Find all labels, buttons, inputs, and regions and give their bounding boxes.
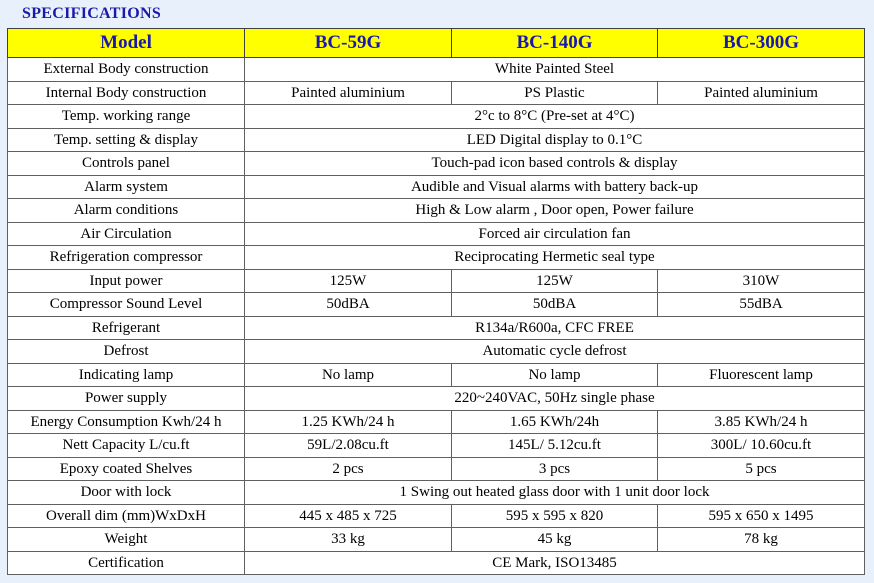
- row-label: Alarm conditions: [8, 199, 245, 223]
- row-value-bc-300g: 300L/ 10.60cu.ft: [658, 434, 865, 458]
- row-value-bc-140g: 125W: [452, 269, 658, 293]
- table-row: [8, 81, 865, 105]
- row-value-bc-300g: 595 x 650 x 1495: [658, 504, 865, 528]
- specifications-table: [7, 28, 865, 575]
- row-label: Internal Body construction: [8, 81, 245, 105]
- row-value-bc-300g: Painted aluminium: [658, 81, 865, 105]
- row-value-all-models: CE Mark, ISO13485: [245, 551, 865, 575]
- table-row: [8, 175, 865, 199]
- row-label: Temp. working range: [8, 105, 245, 129]
- row-value-bc-300g: 310W: [658, 269, 865, 293]
- row-value-bc-300g: 78 kg: [658, 528, 865, 552]
- row-value-all-models: R134a/R600a, CFC FREE: [245, 316, 865, 340]
- row-label: Indicating lamp: [8, 363, 245, 387]
- row-value-all-models: Touch-pad icon based controls & display: [245, 152, 865, 176]
- row-value-bc-140g: 50dBA: [452, 293, 658, 317]
- row-value-bc-300g: 55dBA: [658, 293, 865, 317]
- table-row: [8, 58, 865, 82]
- row-value-bc-59g: 125W: [245, 269, 452, 293]
- row-value-all-models: 2°c to 8°C (Pre-set at 4°C): [245, 105, 865, 129]
- row-value-bc-140g: No lamp: [452, 363, 658, 387]
- row-value-bc-59g: 59L/2.08cu.ft: [245, 434, 452, 458]
- row-value-bc-140g: 45 kg: [452, 528, 658, 552]
- row-label: Energy Consumption Kwh/24 h: [8, 410, 245, 434]
- table-header-row: [8, 29, 865, 58]
- row-value-bc-59g: No lamp: [245, 363, 452, 387]
- table-row: [8, 387, 865, 411]
- row-label: Refrigeration compressor: [8, 246, 245, 270]
- table-row: [8, 434, 865, 458]
- row-value-all-models: Reciprocating Hermetic seal type: [245, 246, 865, 270]
- page-title: SPECIFICATIONS: [22, 5, 162, 22]
- row-value-bc-300g: 5 pcs: [658, 457, 865, 481]
- table-row: [8, 222, 865, 246]
- table-row: [8, 504, 865, 528]
- table-row: [8, 293, 865, 317]
- table-row: [8, 199, 865, 223]
- row-value-bc-300g: 3.85 KWh/24 h: [658, 410, 865, 434]
- row-value-bc-59g: 1.25 KWh/24 h: [245, 410, 452, 434]
- row-label: Air Circulation: [8, 222, 245, 246]
- row-value-bc-59g: 2 pcs: [245, 457, 452, 481]
- row-label: Input power: [8, 269, 245, 293]
- row-label: Epoxy coated Shelves: [8, 457, 245, 481]
- header-model-label: Model: [8, 29, 245, 58]
- row-label: Controls panel: [8, 152, 245, 176]
- row-label: Refrigerant: [8, 316, 245, 340]
- row-value-all-models: Automatic cycle defrost: [245, 340, 865, 364]
- table-body: [8, 58, 865, 575]
- table-row: [8, 316, 865, 340]
- row-value-all-models: Forced air circulation fan: [245, 222, 865, 246]
- table-row: [8, 152, 865, 176]
- row-value-bc-59g: 445 x 485 x 725: [245, 504, 452, 528]
- row-label: Alarm system: [8, 175, 245, 199]
- table-row: [8, 105, 865, 129]
- row-label: Compressor Sound Level: [8, 293, 245, 317]
- row-value-bc-140g: 3 pcs: [452, 457, 658, 481]
- row-value-all-models: Audible and Visual alarms with battery back-up: [245, 175, 865, 199]
- table-row: [8, 551, 865, 575]
- row-value-all-models: LED Digital display to 0.1°C: [245, 128, 865, 152]
- row-label: Nett Capacity L/cu.ft: [8, 434, 245, 458]
- row-label: External Body construction: [8, 58, 245, 82]
- row-value-bc-300g: Fluorescent lamp: [658, 363, 865, 387]
- table-row: [8, 128, 865, 152]
- row-value-all-models: High & Low alarm , Door open, Power failure: [245, 199, 865, 223]
- header-model-bc-59g: BC-59G: [245, 29, 452, 58]
- row-label: Power supply: [8, 387, 245, 411]
- row-value-bc-59g: Painted aluminium: [245, 81, 452, 105]
- row-value-bc-140g: PS Plastic: [452, 81, 658, 105]
- table-row: [8, 410, 865, 434]
- table-row: [8, 457, 865, 481]
- header-model-bc-140g: BC-140G: [452, 29, 658, 58]
- row-value-all-models: 1 Swing out heated glass door with 1 unit door lock: [245, 481, 865, 505]
- row-value-bc-140g: 145L/ 5.12cu.ft: [452, 434, 658, 458]
- table-row: [8, 481, 865, 505]
- table-row: [8, 363, 865, 387]
- row-label: Weight: [8, 528, 245, 552]
- row-label: Door with lock: [8, 481, 245, 505]
- row-value-bc-59g: 50dBA: [245, 293, 452, 317]
- row-label: Defrost: [8, 340, 245, 364]
- row-value-all-models: 220~240VAC, 50Hz single phase: [245, 387, 865, 411]
- table-row: [8, 269, 865, 293]
- table-row: [8, 340, 865, 364]
- row-value-bc-140g: 1.65 KWh/24h: [452, 410, 658, 434]
- row-label: Certification: [8, 551, 245, 575]
- row-value-bc-59g: 33 kg: [245, 528, 452, 552]
- row-value-bc-140g: 595 x 595 x 820: [452, 504, 658, 528]
- row-label: Overall dim (mm)WxDxH: [8, 504, 245, 528]
- table-row: [8, 246, 865, 270]
- row-label: Temp. setting & display: [8, 128, 245, 152]
- table-row: [8, 528, 865, 552]
- header-model-bc-300g: BC-300G: [658, 29, 865, 58]
- row-value-all-models: White Painted Steel: [245, 58, 865, 82]
